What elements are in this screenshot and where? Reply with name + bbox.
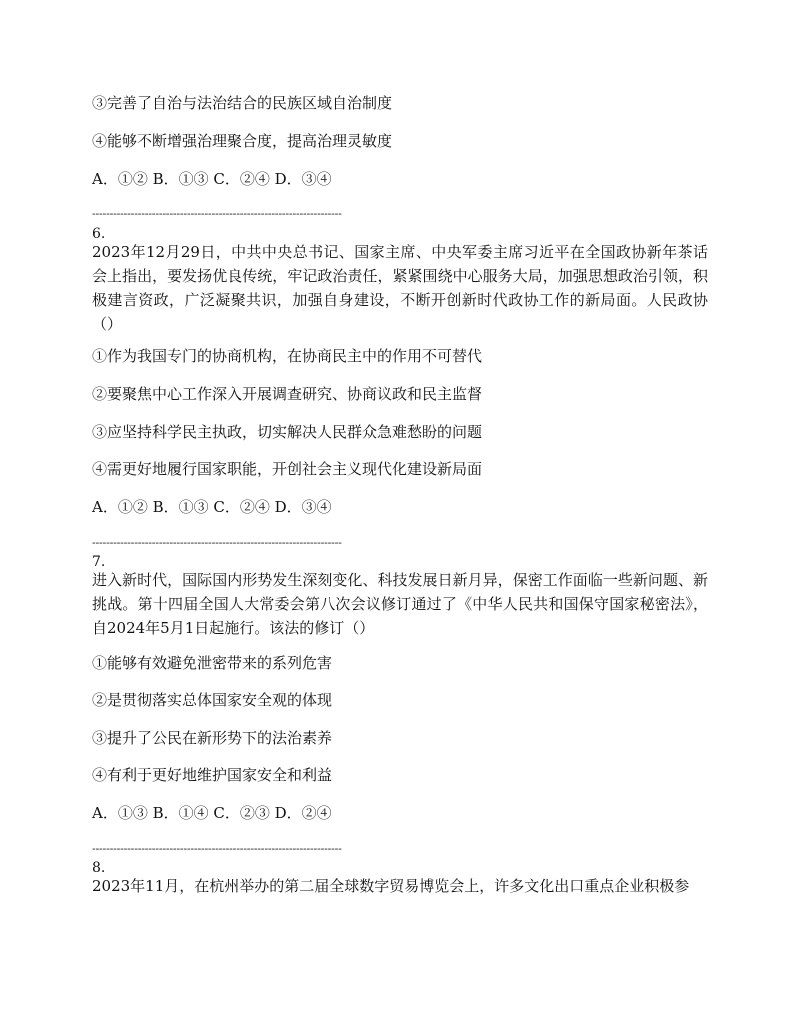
q7-option-1: ①能够有效避免泄密带来的系列危害 [92,654,333,672]
q6-option-1: ①作为我国专门的协商机构，在协商民主中的作用不可替代 [92,347,483,365]
divider-line: ----------------------------------------------------------------------- [92,207,342,220]
q6-answer-choices: A．①② B．①③ C．②④ D．③④ [92,498,332,516]
q6-number: 6. [92,226,106,242]
divider-line: ----------------------------------------------------------------------- [92,842,342,855]
q6-option-2: ②要聚焦中心工作深入开展调查研究、协商议政和民主监督 [92,385,483,403]
q7-stem: 进入新时代，国际国内形势发生深刻变化、科技发展日新月异，保密工作面临一些新问题、新挑战。第十四届全国人大常委会第八次会议修订通过了《中华人民共和国保守国家秘密法》，自2024年5月1日起施行。该法的修订（） [92,571,708,637]
q5-answer-choices: A．①② B．①③ C．②④ D．③④ [92,170,332,188]
q8-number: 8. [92,860,106,876]
q6-option-3: ③应坚持科学民主执政，切实解决人民群众急难愁盼的问题 [92,423,483,441]
q6-option-4: ④需更好地履行国家职能，开创社会主义现代化建设新局面 [92,460,483,478]
q7-answer-choices: A．①③ B．①④ C．②③ D．②④ [92,804,332,822]
q7-option-4: ④有利于更好地维护国家安全和利益 [92,766,333,784]
q7-option-2: ②是贯彻落实总体国家安全观的体现 [92,691,333,709]
q7-option-3: ③提升了公民在新形势下的法治素养 [92,729,333,747]
q5-option-4: ④能够不断增强治理聚合度，提高治理灵敏度 [92,132,393,150]
q7-number: 7. [92,554,106,570]
divider-line: ----------------------------------------------------------------------- [92,536,342,549]
q8-stem: 2023年11月，在杭州举办的第二届全球数字贸易博览会上，许多文化出口重点企业积极参 [92,877,690,895]
q5-option-3: ③完善了自治与法治结合的民族区域自治制度 [92,94,393,112]
q6-stem: 2023年12月29日，中共中央总书记、国家主席、中央军委主席习近平在全国政协新年茶话会上指出，要发扬优良传统，牢记政治责任，紧紧围绕中心服务大局，加强思想政治引领，积极建言资政，广泛凝聚共识，加强自身建设，不断开创新时代政协工作的新局面。人民政协（） [92,243,708,333]
